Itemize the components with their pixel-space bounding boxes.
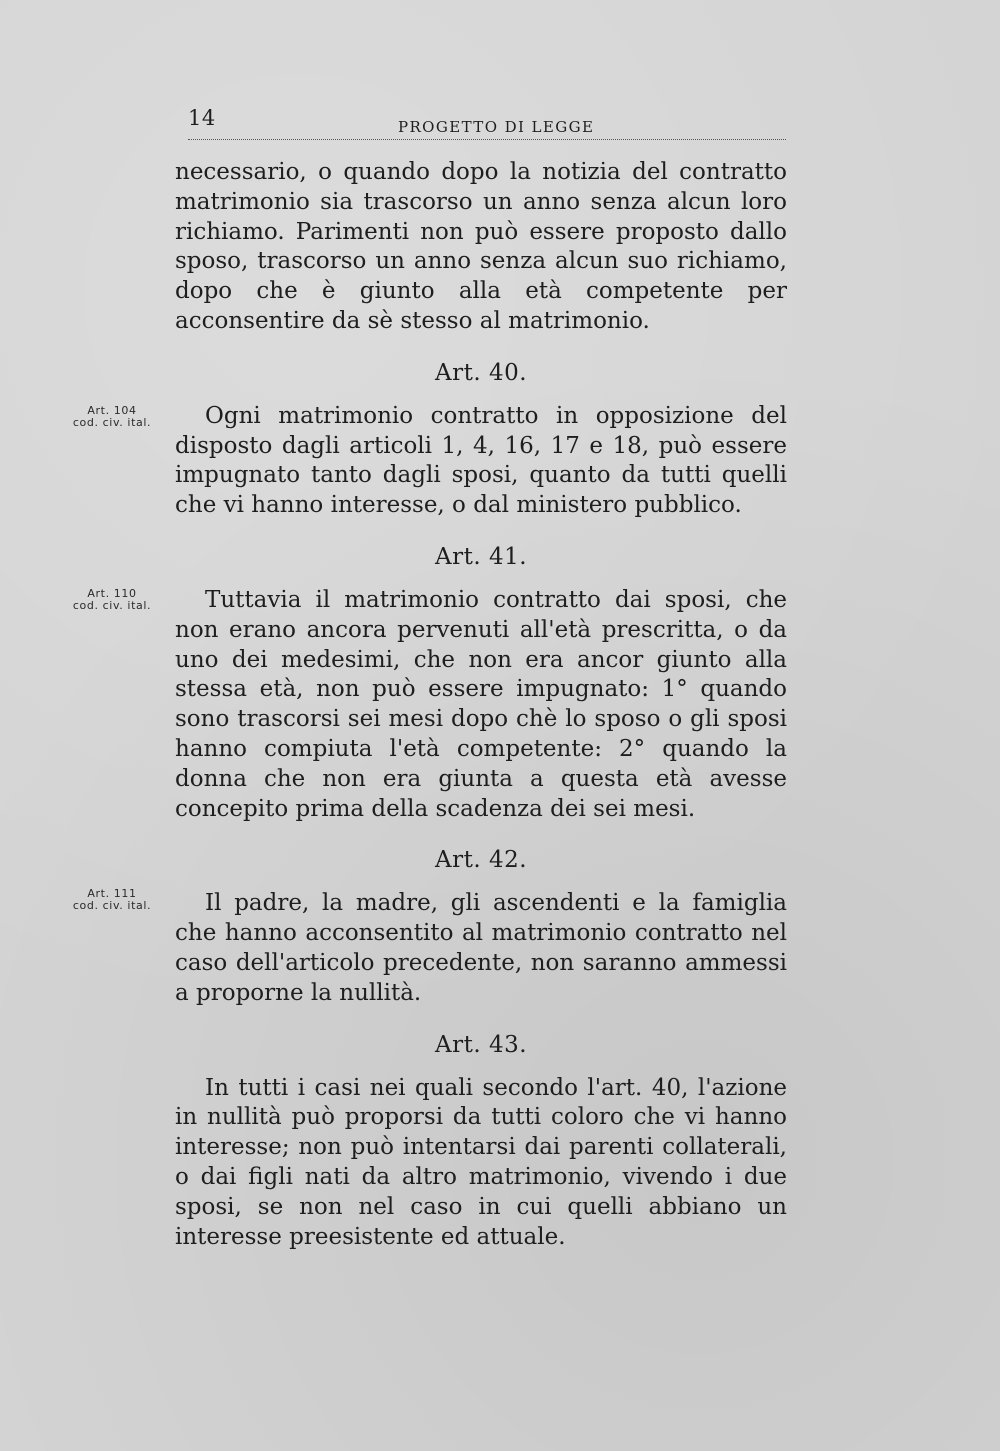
margin-note-art-40 (58, 405, 166, 429)
margin-note-ref: Art. 111 (87, 887, 137, 900)
margin-note-ref: Art. 110 (87, 587, 137, 600)
margin-note-code: cod. civ. ital. (72, 899, 152, 912)
article-43-text: In tutti i casi nei quali secondo l'art. 40, l'azione in nullità può proporsi da tutti coloro che vi hanno interesse; non può intentarsi dai parenti collaterali, o dai figli nati da altro matrimonio, vivendo i due sposi, se non nel caso in cui quelli abbiano un interesse preesistente ed attuale. (175, 1074, 787, 1250)
article-42-title: Art. 42. (434, 847, 528, 874)
page-header (188, 100, 786, 150)
running-head: PROGETTO DI LEGGE (398, 118, 595, 136)
article-41-title: Art. 41. (434, 543, 528, 570)
margin-note-art-42 (58, 888, 166, 912)
article-41-text: Tuttavia il matrimonio contratto dai sposi, che non erano ancora pervenuti all'età prescritta, o da uno dei medesimi, che non era ancor giunto alla stessa età, non può essere impugnato: 1° quando sono trascorsi sei mesi dopo chè lo sposo o gli sposi hanno compiuta l'età competente: 2° quando la donna che non era giunta a questa età avesse concepito prima della scadenza dei sei mesi. (175, 586, 787, 822)
header-rule (188, 139, 786, 140)
continuation-paragraph: necessario, o quando dopo la notizia del contratto matrimonio sia trascorso un anno senza alcun loro richiamo. Parimenti non può essere proposto dallo sposo, trascorso un anno senza alcun suo richiamo, dopo che è giunto alla età competente per acconsentire da sè stesso al matrimonio. (175, 159, 787, 334)
margin-note-code: cod. civ. ital. (72, 416, 152, 429)
margin-note-ref: Art. 104 (87, 404, 137, 417)
margin-note-code: cod. civ. ital. (72, 599, 152, 612)
page-number: 14 (188, 106, 216, 130)
article-40-title: Art. 40. (434, 359, 528, 386)
page-body (175, 158, 787, 1252)
margin-note-art-41 (58, 588, 166, 612)
article-40-text: Ogni matrimonio contratto in opposizione del disposto dagli articoli 1, 4, 16, 17 e 18, può essere impugnato tanto dagli sposi, quanto da tutti quelli che vi hanno interesse, o dal ministero pubblico. (175, 402, 787, 519)
article-42-text: Il padre, la madre, gli ascendenti e la famiglia che hanno acconsentito al matrimonio contratto nel caso dell'articolo precedente, non saranno ammessi a proporne la nullità. (175, 890, 787, 1006)
article-43-title: Art. 43. (434, 1031, 528, 1058)
